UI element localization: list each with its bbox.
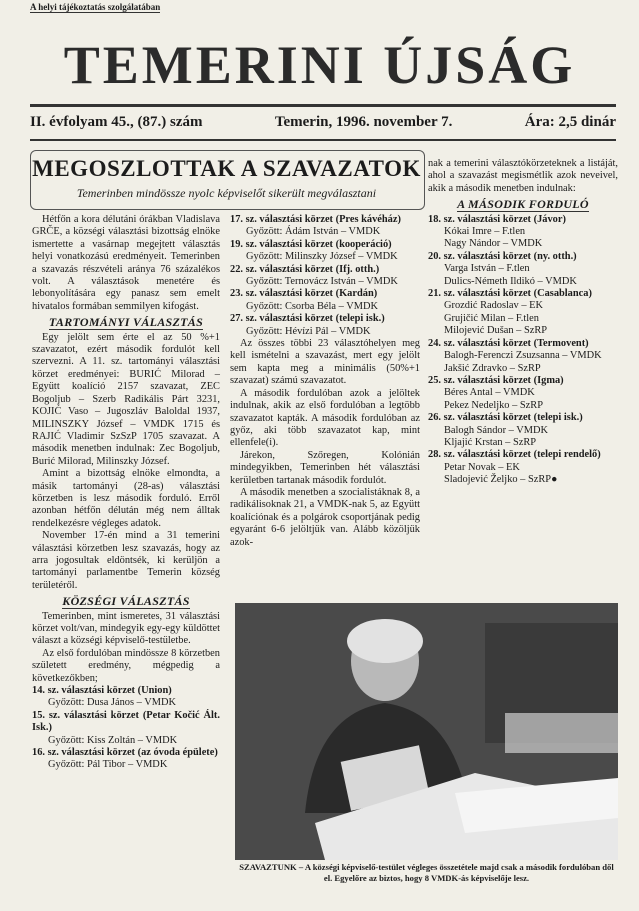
candidate: Balogh Sándor – VMDK: [444, 424, 549, 436]
candidate: Béres Antal – VMDK: [444, 387, 535, 399]
section-heading-municipal: KÖZSÉGI VÁLASZTÁS: [62, 594, 190, 609]
candidate: Varga István – F.tlen: [444, 263, 530, 275]
candidate: Jakšić Zdravko – SzRP: [444, 362, 541, 374]
price: Ára: 2,5 dinár: [524, 114, 616, 130]
candidate: Petar Novak – EK: [444, 461, 520, 473]
section-heading-provincial: TARTOMÁNYI VÁLASZTÁS: [48, 315, 204, 330]
district-heading: 15. sz. választási körzet (Petar Kočić Ált. Isk.): [32, 709, 220, 734]
candidate: Dulics-Németh Ildikó – VMDK: [444, 275, 577, 287]
district-heading: 14. sz. választási körzet (Union): [32, 685, 172, 697]
photo-illustration: [235, 603, 618, 860]
candidate: Grozdić Radoslav – EK: [444, 300, 543, 312]
district-winner: Győzött: Hévízi Pál – VMDK: [246, 325, 371, 337]
candidate: Sladojević Željko – SzRP●: [444, 474, 558, 486]
tagline: A helyi tájékoztatás szolgálatában: [30, 2, 161, 12]
district-heading: 27. sz. választási körzet (telepi isk.): [230, 313, 385, 325]
masthead-rule-bottom: [30, 139, 616, 141]
headline: MEGOSZLOTTAK A SZAVAZATOK: [32, 156, 421, 181]
issue-number: II. évfolyam 45., (87.) szám: [30, 114, 203, 130]
paragraph: Járekon, Szőregen, Kolónián mindegyikben, Temerinben hét választási kerületben tartanak második fordulót.: [230, 449, 420, 486]
place-date: Temerin, 1996. november 7.: [274, 114, 453, 130]
paragraph: Az összes többi 23 választóhelyen meg kell ismételni a szavazást, mert egy jelölt sem kapta meg a minimális (50%+1 szavazat) számú szavazatot.: [230, 338, 420, 387]
subheadline: Temerinben mindössze nyolc képviselőt sikerült megválasztani: [76, 186, 377, 200]
masthead-rule-top: [30, 104, 616, 107]
paragraph: A második fordulóban azok a jelöltek indulnak, akik az első fordulóban a legtöbb szavazatot kapták. A második fordulóban az győz, aki több szavazatot kap, mint ellenfele(i).: [230, 387, 420, 449]
district-heading: 26. sz. választási körzet (telepi isk.): [428, 412, 583, 424]
paragraph: Az első fordulóban mindössze 8 körzetben született eredmény, mégpedig a következőkben;: [32, 647, 220, 684]
paragraph: A második menetben a szocialistáknak 8, a radikálisoknak 21, a VMDK-nak 5, az Együtt koalíciónak és a polgárok csoportjának pedig egyaránt 6-6 jelöltjük van. Alább közöljük azok-: [230, 486, 420, 548]
district-heading: 18. sz. választási körzet (Jávor): [428, 213, 566, 225]
paragraph: Temerinben, mint ismeretes, 31 választási körzet volt/van, mindegyik egy-egy küldöttet választ a községi képviselő-testületbe.: [32, 610, 220, 647]
district-heading: 22. sz. választási körzet (Ifj. otth.): [230, 263, 380, 275]
newspaper-title: TEMERINI ÚJSÁG: [63, 35, 576, 95]
paragraph: Egy jelölt sem érte el az 50 %+1 szavazatot, ezért második fordulót kell szervezni. A 11. sz. tartományi választási körzet eredményei: BURIĆ Milorad – Együtt koalíció 2157 szavazat, ZEC Bogoljub – Szerb Radikális Párt 3231, KOJIĆ Vaso – Jugoszláv Baloldal 1937, MILINSZKY József – VMDK 1715 és RAJIĆ Vladimir SzSzP 1705 szavazat. A második menetben indulnak: Zec Bogoljub, Burić Milorad, Milinszky József.: [32, 331, 220, 467]
district-winner: Győzött: Csorba Béla – VMDK: [246, 300, 378, 312]
candidate: Kljajić Krstan – SzRP: [444, 436, 537, 448]
intro-paragraph: Hétfőn a kora délutáni órákban Vladislava GRČE, a községi választási bizottság elnöke ismertette a vasárnap megejtett választás helyi vonatkozású eredményeit. Temerinben a szavazás részvételi aránya 76 százalékos volt. A választások menetére és lebonyolítására egy panasz sem emelt hivatalos formában semmilyen kifogást.: [32, 214, 220, 312]
candidate: Kókai Imre – F.tlen: [444, 226, 526, 238]
article-column-3: [428, 158, 618, 487]
district-winner: Győzött: Ternovácz István – VMDK: [246, 276, 398, 288]
paragraph: November 17-én mind a 31 temerini választási körzetben lesz szavazás, hogy az arra jogosultak eldöntsék, ki kerüljön a tartományi parlamentbe Temerin község területéről.: [32, 530, 220, 591]
candidate: Pekez Nedeljko – SzRP: [444, 399, 543, 411]
district-winner: Győzött: Kiss Zoltán – VMDK: [48, 734, 178, 746]
district-heading: 24. sz. választási körzet (Termovent): [428, 337, 589, 349]
district-heading: 28. sz. választási körzet (telepi rendelő): [428, 449, 601, 461]
candidate: Nagy Nándor – VMDK: [444, 238, 543, 250]
district-heading: 19. sz. választási körzet (kooperáció): [230, 238, 392, 250]
district-winner: Győzött: Dusa János – VMDK: [48, 697, 176, 709]
district-heading: 20. sz. választási körzet (ny. otth.): [428, 250, 577, 262]
paragraph: nak a temerini választókörzeteknek a listáját, ahol a szavazást megismétlik azok neveivel, akik a második menetben indulnak:: [428, 158, 618, 194]
candidate: Milojević Dušan – SzRP: [444, 325, 548, 337]
candidate: Grujičić Milan – F.tlen: [444, 312, 539, 324]
issue-line: [30, 114, 616, 131]
photo-caption: SZAVAZTUNK – A községi képviselő-testület végleges összetétele majd csak a második fordulóban dől el. Egyelőre az biztos, hogy 8 VMDK-ás képviselője lesz.: [239, 862, 614, 883]
district-heading: 23. sz. választási körzet (Kardán): [230, 288, 378, 300]
article-column-2: [230, 214, 420, 549]
district-winner: Győzött: Milinszky József – VMDK: [246, 251, 398, 263]
district-winner: Győzött: Pál Tibor – VMDK: [48, 759, 168, 771]
paragraph: Amint a bizottság elnöke elmondta, a másik tartományi (28-as) választási körzetben is lesz második forduló. Erről azonban hétfőn délután még nem álltak rendelkezésre végleges adatok.: [32, 468, 220, 529]
voting-photo: [235, 603, 618, 860]
candidate: Balogh-Ferenczi Zsuzsanna – VMDK: [444, 350, 602, 362]
article-column-1: [32, 214, 220, 772]
district-heading: 25. sz. választási körzet (Igma): [428, 374, 564, 386]
district-winner: Győzött: Ádám István – VMDK: [246, 226, 381, 238]
section-heading-second-round: A MÁSODIK FORDULÓ: [457, 197, 589, 212]
district-heading: 16. sz. választási körzet (az óvoda épülete): [32, 747, 218, 759]
district-heading: 17. sz. választási körzet (Pres kávéház): [230, 214, 401, 225]
district-heading: 21. sz. választási körzet (Casablanca): [428, 288, 592, 300]
